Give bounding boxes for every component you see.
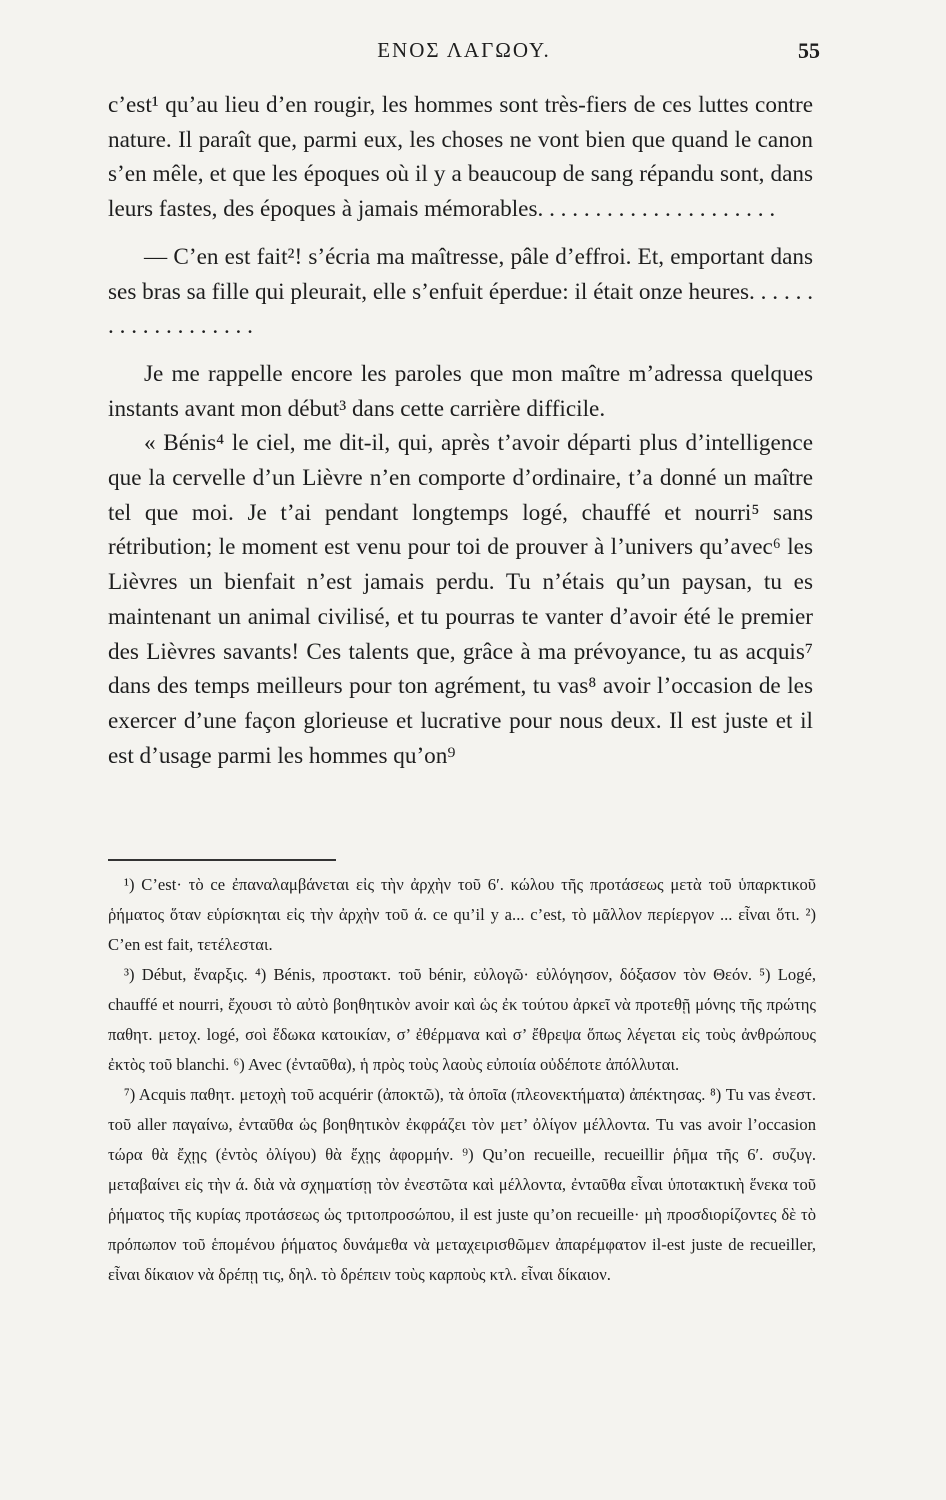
footnote-block-1: ¹) C’est· τὸ ce ἐπαναλαμβάνεται εἰς τὴν ἀρχὴν τοῦ 6′. κώλου τῆς προτάσεως μετὰ τοῦ ὑπαρκτικοῦ ῥήματος ὅταν εὑρίσκηται εἰς τὴν ἀρχὴν τοῦ ά. ce qu’il y a... c’est, τὸ μᾶλλον περίεργον ... εἶναι ὅτι. ²) C’en est fait, τετέλεσται. [108,875,816,954]
paragraph-4: « Bénis⁴ le ciel, me dit-il, qui, après t’avoir départi plus d’intelligence que la cervelle d’un Lièvre n’en comporte d’ordinaire, t’a donné un maître tel que moi. Je t’ai pendant longtemps logé, chauffé et nourri⁵ sans rétribution; le moment est venu pour toi de prouver à l’univers qu’avec⁶ les Lièvres un bienfait n’est jamais perdu. Tu n’étais qu’un paysan, tu es maintenant un animal civilisé, et tu pourras te vanter d’avoir été le premier des Lièvres savants! Ces talents que, grâce à ma prévoyance, tu as acquis⁷ dans des temps meilleurs pour ton agrément, tu vas⁸ avoir l’occasion de les exercer d’une façon glorieuse et lucrative pour nous deux. Il est juste et il est d’usage parmi les hommes qu’on⁹ [108,430,813,769]
footnote-block-3: ⁷) Acquis παθητ. μετοχὴ τοῦ acquérir (ἀποκτῶ), τὰ ὁποῖα (πλεονεκτήματα) ἀπέκτησας. ⁸) Tu vas ἐνεστ. τοῦ aller παγαίνω, ἐνταῦθα ὡς βοηθητικὸν ἐκφράζει τὸν μετ’ ὀλίγον μέλλοντα. Tu vas avoir l’occasion τώρα θὰ ἔχῃς (ἐντὸς ὀλίγου) θὰ ἔχῃς ἀφορμήν. ⁹) Qu’on recueille, recueillir ῥῆμα τῆς 6′. συζυγ. μεταβαίνει εἰς τὴν ά. διὰ νὰ σχηματίσῃ τὸν ἐνεστῶτα καὶ μέλλοντα, ἐνταῦθα εἶναι ὑποτακτικὴ ἕνεκα τοῦ ῥήματος τῆς κυρίας προτάσεως ὡς τριτοπροσώπου, il est juste qu’on recueille· μὴ προσδιορίζοντες δὲ τὸ πρόπωπον τοῦ ἑπομένου ῥήματος δυνάμεθα νὰ μεταχειρισθῶμεν ἀπαρέμφατον il-est juste de recueiller, εἶναι δίκαιον νὰ δρέπῃ τις, δηλ. τὸ δρέπειν τοὺς καρποὺς κτλ. εἶναι δίκαιον. [108,1085,816,1284]
paragraph-2: — C’en est fait²! s’écria ma maîtresse, pâle d’effroi. Et, emportant dans ses bras sa fille qui pleurait, elle s’enfuit éperdue: il était onze heures. . . . . . . . . . . . . . . . . . . [108,243,813,340]
paragraph-3: Je me rappelle encore les paroles que mon maître m’adressa quelques instants avant mon début³ dans cette carrière difficile. [108,360,813,422]
footnotes [108,870,816,1290]
running-title: ΕΝΟΣ ΛΑΓΩΟΥ. [377,38,551,62]
footnote-block-2: ³) Début, ἔναρξις. ⁴) Bénis, προστακτ. τοῦ bénir, εὐλογῶ· εὐλόγησον, δόξασον τὸν Θεόν. ⁵) Logé, chauffé et nourri, ἔχουσι τὸ αὐτὸ βοηθητικὸν avoir καὶ ὡς ἐκ τούτου ἀρκεῖ νὰ προτεθῇ μόνης τῆς πρώτης παθητ. μετοχ. logé, σοὶ ἔδωκα κατοικίαν, σ’ ἐθέρμανα καὶ σ’ ἔθρεψα ὅπως λέγεται εἰς τοὺς ἀνθρώπους ἐκτὸς τοῦ blanchi. ⁶) Avec (ἐνταῦθα), ἡ πρὸς τοὺς λαοὺς εὐποιία οὐδέποτε ἀπόλλυται. [108,965,816,1074]
page-number: 55 [798,38,820,63]
main-text [108,88,813,773]
paragraph-1: c’est¹ qu’au lieu d’en rougir, les hommes sont très-fiers de ces luttes contre nature. Il paraît que, parmi eux, les choses ne vont bien que quand le canon s’en mêle, et que les époques où il y a beaucoup de sang répandu sont, dans leurs fastes, des époques à jamais mémorables. . . . . . . . . . . . . . . . . . . . . [108,92,813,223]
page-header [108,38,820,68]
footnote-rule [108,859,336,861]
